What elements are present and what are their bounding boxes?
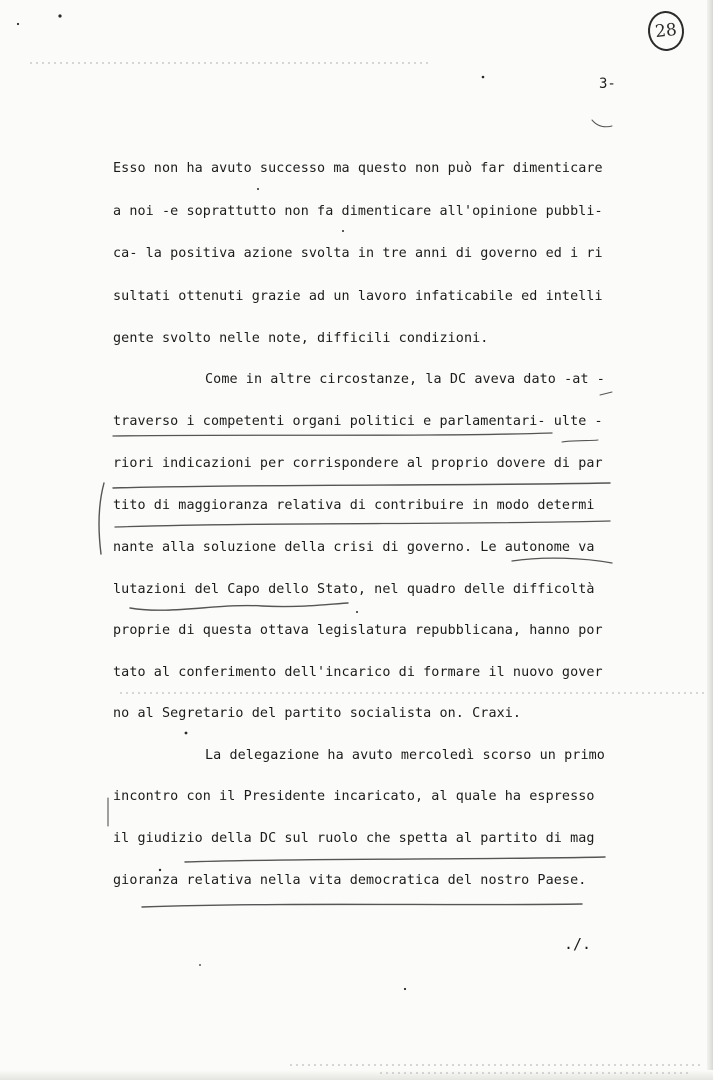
text-line: proprie di questa ottava legislatura repubblicana, hanno por	[113, 623, 603, 638]
pencil-underline	[142, 904, 582, 907]
pencil-underline	[113, 483, 610, 488]
scan-speck	[159, 869, 161, 871]
scan-speck	[342, 230, 344, 232]
pencil-underline	[113, 433, 552, 436]
continuation-mark: ./.	[564, 935, 592, 953]
pencil-tick	[600, 392, 612, 395]
text-line: Esso non ha avuto successo ma questo non può far dimenticare	[113, 161, 603, 176]
pencil-underline	[130, 603, 348, 610]
text-line: ca- la positiva azione svolta in tre anni di governo ed i ri	[113, 246, 603, 261]
scan-speck	[58, 14, 61, 17]
text-line: sultati ottenuti grazie ad un lavoro infaticabile ed intelli	[113, 289, 603, 304]
text-line: gioranza relativa nella vita democratica del nostro Paese.	[113, 873, 587, 888]
archive-stamp-number: 28	[654, 19, 678, 43]
text-line: nante alla soluzione della crisi di governo. Le autonome va	[113, 540, 595, 555]
text-line: gente svolto nelle note, difficili condizioni.	[113, 331, 489, 346]
scan-speck	[482, 76, 485, 79]
scan-speck	[185, 732, 188, 735]
text-line: Come in altre circostanze, la DC aveva dato -at -	[205, 372, 605, 387]
text-line: lutazioni del Capo dello Stato, nel quadro delle difficoltà	[113, 582, 595, 597]
pencil-underline	[562, 440, 598, 442]
pencil-underline	[115, 521, 610, 527]
scan-speck	[257, 188, 259, 190]
scan-speck	[17, 23, 19, 25]
text-line: tito di maggioranza relativa di contribuire in modo determi	[113, 498, 595, 513]
text-line: incontro con il Presidente incaricato, al quale ha espresso	[113, 789, 595, 804]
scan-speck	[404, 988, 406, 990]
pencil-underline	[512, 558, 612, 563]
text-line: traverso i competenti organi politici e parlamentari- ulte -	[113, 414, 603, 429]
text-line: no al Segretario del partito socialista on. Craxi.	[113, 706, 522, 721]
text-line: La delegazione ha avuto mercoledì scorso un primo	[205, 748, 605, 763]
text-line: a noi -e soprattutto non fa dimenticare all'opinione pubbli-	[113, 204, 603, 219]
page-number: 3-	[599, 76, 616, 92]
text-line: il giudizio della DC sul ruolo che spetta al partito di mag	[113, 831, 595, 846]
scan-speck	[356, 611, 358, 613]
text-line: riori indicazioni per corrispondere al proprio dovere di par	[113, 456, 603, 471]
margin-bracket	[99, 483, 104, 554]
pencil-underline	[185, 857, 605, 862]
pencil-tick	[592, 120, 612, 127]
text-line: tato al conferimento dell'incarico di formare il nuovo gover	[113, 665, 603, 680]
scan-speck	[199, 964, 201, 966]
